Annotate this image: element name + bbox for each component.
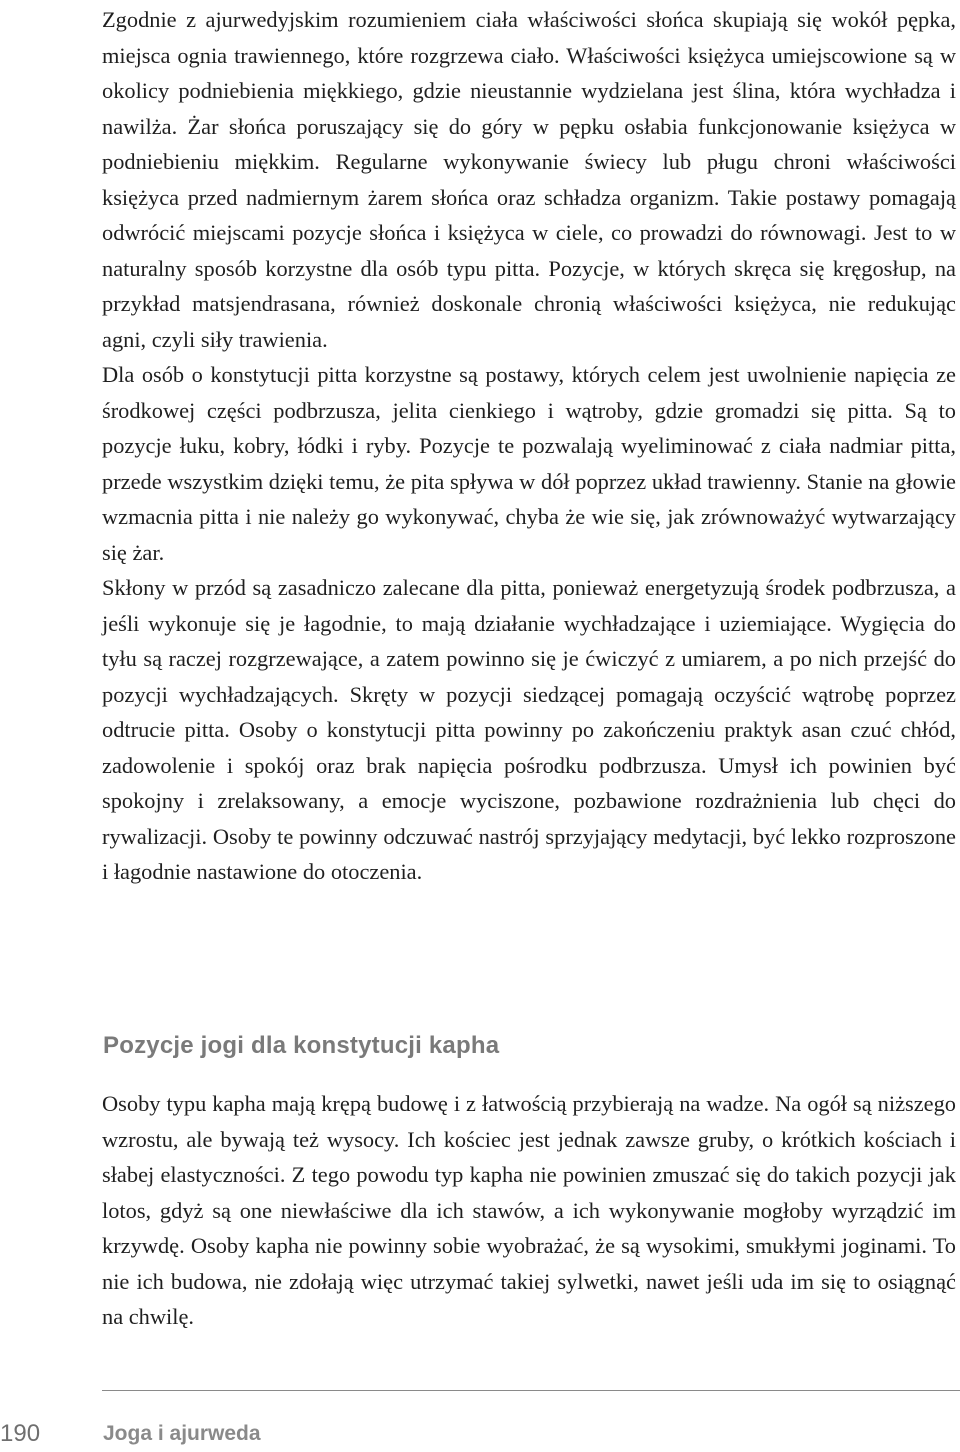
body-text-top [102, 2, 956, 890]
paragraph: Skłony w przód są zasadniczo zalecane dla pitta, ponieważ energetyzują środek podbrzusza, a jeśli wykonuje się je łagodnie, to mają działanie wychładzające i uziemiające. Wygięcia do tyłu są raczej rozgrzewające, a zatem powinno się je ćwiczyć z umiarem, a po nich przejść do pozycji wychładzających. Skręty w pozycji siedzącej pomagają oczyścić wątrobę poprzez odtrucie pitta. Osoby o konstytucji pitta powinny po zakończeniu praktyk asan czuć chłód, zadowolenie i spokój oraz brak napięcia pośrodku podbrzusza. Umysł ich powinien być spokojny i zrelaksowany, a emocje wyciszone, pozbawione rozdrażnienia lub chęci do rywalizacji. Osoby te powinny odczuwać nastrój sprzyjający medytacji, być lekko rozproszone i łagodnie nastawione do otoczenia. [102, 575, 956, 884]
paragraph: Zgodnie z ajurwedyjskim rozumieniem ciała właściwości słońca skupiają się wokół pępka, miejsca ognia trawiennego, które rozgrzewa ciało. Właściwości księżyca umiejscowione są w okolicy podniebienia miękkiego, gdzie nieustannie wydzielana jest ślina, która wychładza i nawilża. Żar słońca poruszający się do góry w pępku osłabia funkcjonowanie księżyca w podniebieniu miękkim. Regularne wykonywanie świecy lub pługu chroni właściwości księżyca przed nadmiernym żarem słońca oraz schładza organizm. Takie postawy pomagają odwrócić miejscami pozycje słońca i księżyca w ciele, co prowadzi do równowagi. Jest to w naturalny sposób korzystne dla osób typu pitta. Pozycje, w których skręca się kręgosłup, na przykład matsjendrasana, również doskonale chronią właściwości księżyca, nie redukując agni, czyli siły trawienia. [102, 7, 956, 352]
footer-rule [102, 1390, 960, 1391]
paragraph: Dla osób o konstytucji pitta korzystne są postawy, których celem jest uwolnienie napięcia ze środkowej części podbrzusza, jelita cienkiego i wątroby, gdzie gromadzi się pitta. Są to pozycje łuku, kobry, łódki i ryby. Pozycje te pozwalają wyeliminować z ciała nadmiar pitta, przede wszystkim dzięki temu, że pita spływa w dół poprzez układ trawienny. Stanie na głowie wzmacnia pitta i nie należy go wykonywać, chyba że wie się, jak zrównoważyć wytwarzający się żar. [102, 362, 956, 565]
paragraph: Osoby typu kapha mają krępą budowę i z łatwością przybierają na wadze. Na ogół są niższego wzrostu, ale bywają też wysocy. Ich kościec jest jednak zawsze gruby, o krótkich kościach i słabej elastyczności. Z tego powodu typ kapha nie powinien zmuszać się do takich pozycji jak lotos, gdyż są one niewłaściwe dla ich stawów, a ich wykonywanie mogłoby wyrządzić im krzywdę. Osoby kapha nie powinny sobie wyobrażać, że są wysokimi, smukłymi joginami. To nie ich budowa, nie zdołają więc utrzymać takiej sylwetki, nawet jeśli uda im się to osiągnąć na chwilę. [102, 1091, 956, 1329]
running-title: Joga i ajurweda [103, 1422, 261, 1445]
page-number: 190 [0, 1420, 41, 1447]
section-heading: Pozycje jogi dla konstytucji kapha [103, 1032, 500, 1059]
body-text-bottom [102, 1086, 956, 1335]
